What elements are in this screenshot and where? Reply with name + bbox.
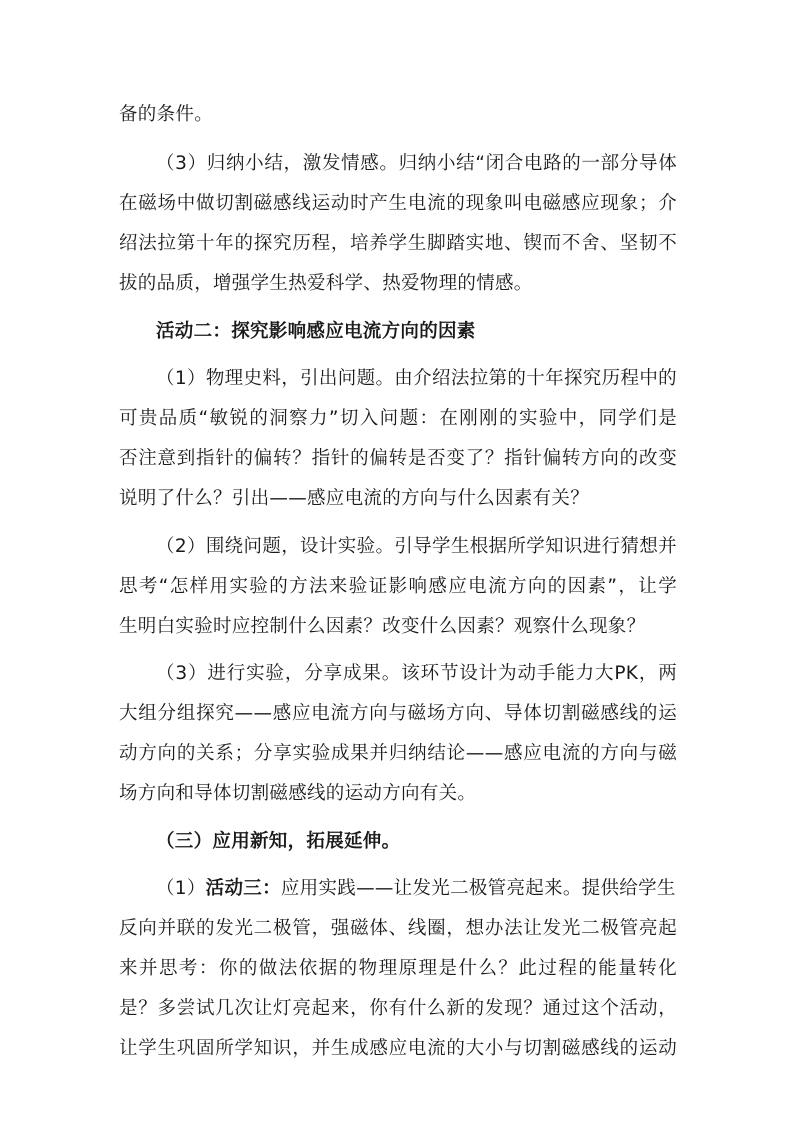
text-line: 绍法拉第十年的探究历程，培养学生脚踏实地、锲而不舍、坚韧不 [119, 233, 677, 254]
item-number: （1） [156, 878, 206, 899]
text-line: 备的条件。 [119, 104, 214, 125]
text-line: 生明白实验时应控制什么因素？改变什么因素？观察什么现象？ [119, 616, 646, 637]
text-line: 来并思考：你的做法依据的物理原理是什么？此过程的能量转化 [119, 958, 677, 979]
text-line: 思考“怎样用实验的方法来验证影响感应电流方向的因素”，让学 [119, 576, 677, 597]
text-line: 场方向和导体切割磁感线的运动方向有关。 [119, 783, 477, 804]
activity-label: 活动三： [205, 878, 281, 899]
activity-text: 应用实践——让发光二极管亮起来。提供给学生 [280, 878, 676, 899]
text-line: 拔的品质，增强学生热爱科学、热爱物理的情感。 [119, 273, 533, 294]
text-line [156, 877, 676, 901]
section-heading: 活动二：探究影响感应电流方向的因素 [156, 321, 476, 342]
text-line: 动方向的关系；分享实验成果并归纳结论——感应电流的方向与磁 [119, 743, 677, 764]
text-line: 大组分组探究——感应电流方向与磁场方向、导体切割磁感线的运 [119, 703, 677, 724]
text-line: 否注意到指针的偏转？指针的偏转是否变了？指针偏转方向的改变 [119, 448, 677, 469]
text-line: （2）围绕问题，设计实验。引导学生根据所学知识进行猜想并 [156, 536, 677, 557]
text-line: （3）归纳小结，激发情感。归纳小结“闭合电路的一部分导体 [156, 153, 677, 174]
section-heading: （三）应用新知，拓展延伸。 [156, 831, 401, 852]
text-line: 反向并联的发光二极管，强磁体、线圈，想办法让发光二极管亮起 [119, 918, 677, 939]
text-line: （3）进行实验，分享成果。该环节设计为动手能力大PK，两 [156, 663, 677, 684]
text-line: （1）物理史料，引出问题。由介绍法拉第的十年探究历程中的 [156, 368, 677, 389]
text-line: 说明了什么？引出——感应电流的方向与什么因素有关？ [119, 488, 590, 509]
text-line: 是？多尝试几次让灯亮起来，你有什么新的发现？通过这个活动， [119, 998, 677, 1019]
text-line: 让学生巩固所学知识，并生成感应电流的大小与切割磁感线的运动 [119, 1038, 677, 1059]
text-line: 在磁场中做切割磁感线运动时产生电流的现象叫电磁感应现象；介 [119, 193, 677, 214]
text-line: 可贵品质“敏锐的洞察力”切入问题：在刚刚的实验中，同学们是 [119, 408, 677, 429]
